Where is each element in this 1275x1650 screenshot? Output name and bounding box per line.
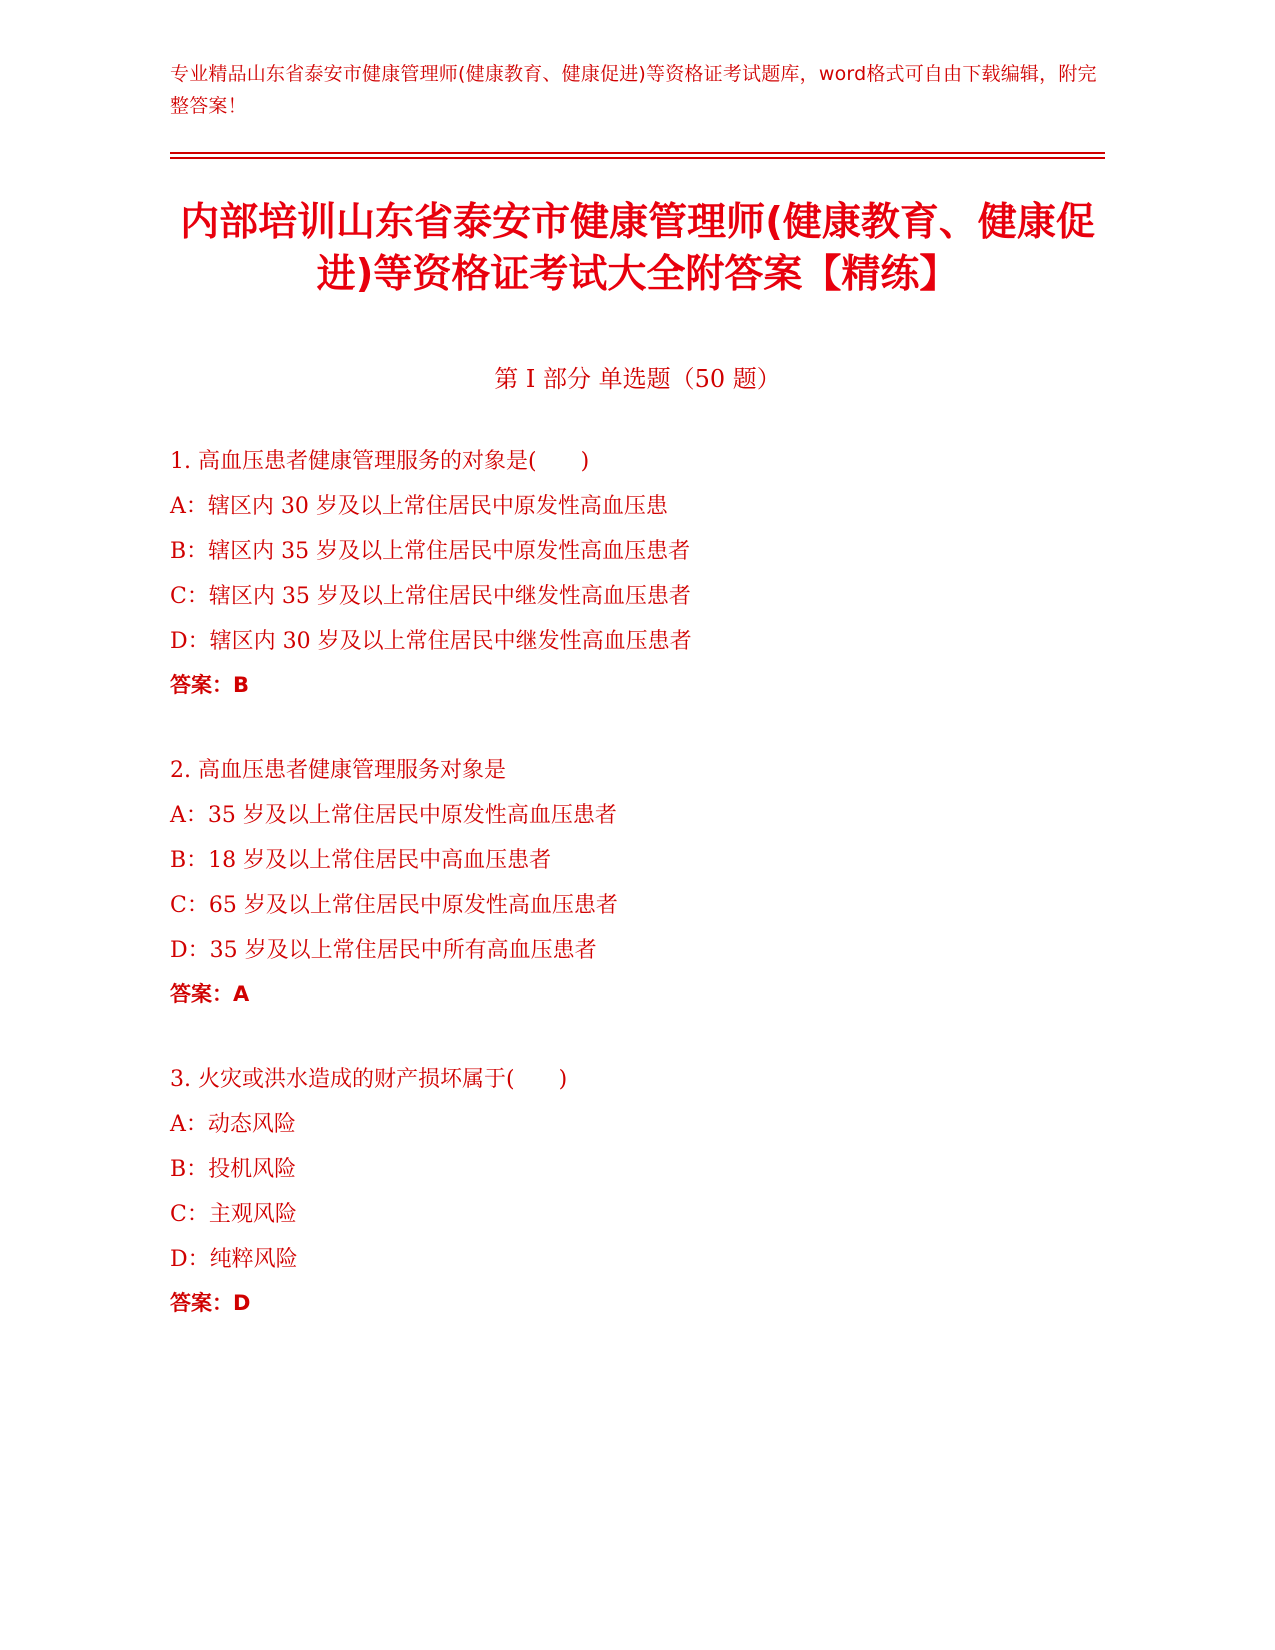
question-option: B：18 岁及以上常住居民中高血压患者 [170, 848, 552, 873]
question-item [170, 748, 1105, 1015]
question-option: C：主观风险 [170, 1202, 297, 1227]
question-option: D：辖区内 30 岁及以上常住居民中继发性高血压患者 [170, 629, 692, 654]
question-option: B：辖区内 35 岁及以上常住居民中原发性高血压患者 [170, 539, 691, 564]
header-note: 专业精品山东省泰安市健康管理师(健康教育、健康促进)等资格证考试题库，word格式可自由下载编辑，附完整答案！ [170, 63, 1097, 117]
question-option: B：投机风险 [170, 1157, 297, 1182]
horizontal-divider [170, 152, 1105, 159]
question-stem: 1. 高血压患者健康管理服务的对象是( ) [170, 449, 590, 474]
question-answer: 答案：A [170, 982, 250, 1006]
page-title: 内部培训山东省泰安市健康管理师(健康教育、健康促进)等资格证考试大全附答案【精练】 [180, 200, 1095, 297]
question-option: A：动态风险 [170, 1112, 296, 1137]
section-title: 第 I 部分 单选题（50 题） [494, 365, 781, 393]
question-option: C：辖区内 35 岁及以上常住居民中继发性高血压患者 [170, 584, 691, 609]
question-answer: 答案：B [170, 673, 250, 697]
question-item [170, 1057, 1105, 1324]
question-list [170, 439, 1105, 1324]
question-stem: 3. 火灾或洪水造成的财产损坏属于( ) [170, 1067, 568, 1092]
question-answer: 答案：D [170, 1291, 251, 1315]
question-option: A：辖区内 30 岁及以上常住居民中原发性高血压患 [170, 494, 668, 519]
question-stem: 2. 高血压患者健康管理服务对象是 [170, 758, 506, 783]
question-option: D：35 岁及以上常住居民中所有高血压患者 [170, 938, 597, 963]
question-option: A：35 岁及以上常住居民中原发性高血压患者 [170, 803, 617, 828]
question-option: C：65 岁及以上常住居民中原发性高血压患者 [170, 893, 618, 918]
question-item [170, 439, 1105, 706]
question-option: D：纯粹风险 [170, 1247, 298, 1272]
